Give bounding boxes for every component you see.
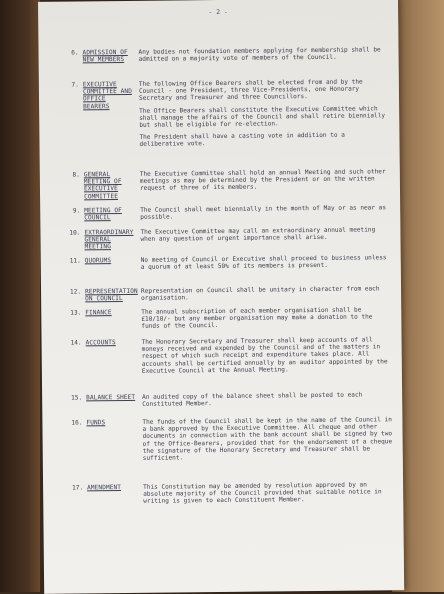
section-7 [63,78,389,149]
paragraph: The annual subscription of each member organisation shall be £10/10/- but any member organisation may make a donation to the funds of the Council. [141,306,373,331]
section-heading: FINANCE [85,309,112,317]
section-14 [66,336,392,375]
paragraph: This Constitution may be amended by resolution approved by an absolute majority of the Council provided that suitable notice in writing is given to each Constituent Member. [143,481,382,506]
section-heading: EXECUTIVE COMMITTEE AND OFFICE BEARERS [82,81,132,111]
paragraph: The Office Bearers shall constitute the Executive Committee which shall manage the affairs of the Council and shall retire biennially but shall be eligible for re-election. [139,104,386,129]
section-number: 9. [72,207,81,215]
section-body [140,168,390,192]
section-number: 15. [71,394,83,402]
section-number: 7. [71,81,79,89]
paragraph: The Executive Committee shall hold an annual Meeting and such other meetings as may be determined by the President or on the written request of three of its members. [139,168,386,193]
paragraph: Any bodies not foundation members applying for membership shall be admitted on a majority vote of members of the Council. [138,46,381,64]
section-heading: BALANCE SHEET [86,393,136,402]
section-13 [65,306,391,331]
section-12 [65,285,391,303]
section-heading: FUNDS [86,419,106,427]
section-heading: ACCOUNTS [85,339,116,347]
section-body [141,306,391,330]
paragraph: The following Office Bearers shall be elected from and by the Council - one President, three Vice-Presidents, one Honorary Secretary and Treasurer and three Councillors. [138,78,363,103]
section-number: 8. [72,171,80,179]
paragraph: The Honorary Secretary and Treasurer shall keep accounts of all moneys received and expended by the Council and of the matters in respect of which such receipt and expenditure takes place. All accounts shall be certified annually by an auditor appointed by the Executive Council at the Annual Meeting. [141,336,388,375]
section-body [140,226,390,243]
section-number: 16. [71,419,83,427]
section-body [139,46,389,63]
section-9 [64,204,390,222]
section-number: 14. [70,339,82,347]
section-heading: QUORUMS [84,257,112,265]
section-body [141,285,391,302]
section-heading: GENERAL MEETING OF EXECUTIVE COMMITTEE [83,171,122,201]
paragraph: The President shall have a casting vote in addition to a deliberative vote. [139,131,345,149]
section-number: 17. [72,484,84,492]
section-heading: REPRESENTATION ON COUNCIL [85,287,138,303]
document-page [38,0,404,594]
section-body [139,78,390,148]
section-17 [67,481,393,506]
section-number: 13. [70,309,82,317]
section-body [140,204,390,221]
section-6 [63,46,389,64]
section-number: 12. [69,288,82,296]
background-left [0,0,40,592]
section-heading: AMENDMENT [87,484,122,492]
section-number: 6. [71,49,79,57]
section-16 [66,416,393,462]
section-heading: EXTRAORDINARY GENERAL MEETING [84,228,134,251]
section-number: 11. [69,257,81,265]
paragraph: Representation on Council shall be unitary in character from each organisation. [141,285,380,303]
paragraph: An audited copy of the balance sheet shall be posted to each Constituted Member. [142,391,363,409]
section-heading: MEETING OF COUNCIL [84,207,122,222]
section-heading: ADMISSION OF NEW MEMBERS [82,48,128,64]
paragraph: No meeting of Council or Executive shall proceed to business unless a quorum of at least 50% of its members is present. [140,254,387,272]
section-body [142,391,392,408]
section-10 [64,226,390,251]
section-11 [65,254,391,272]
section-8 [64,168,390,201]
page-number: - 2 - [208,7,228,17]
section-15 [66,391,392,409]
section-body [141,254,391,271]
section-number: 10. [69,229,81,237]
paragraph: The Council shall meet biennially in the month of May or as near as possible. [140,204,387,222]
section-body [142,336,392,375]
paragraph: The Executive Committee may call an extraordinary annual meeting when any question of urgent importance shall arise. [140,226,376,244]
section-body [143,481,393,505]
paragraph: The funds of the Council shall be kept in the name of the Council in a bank approved by the Executive Committee. All cheque and other documents in connection with the bank account shall be signed by two of the Office-Bearers, provided that for the endorsement of a cheque the signature of the Honorary Secretary and Treasurer shall be sufficient. [142,416,393,462]
section-body [142,416,392,462]
